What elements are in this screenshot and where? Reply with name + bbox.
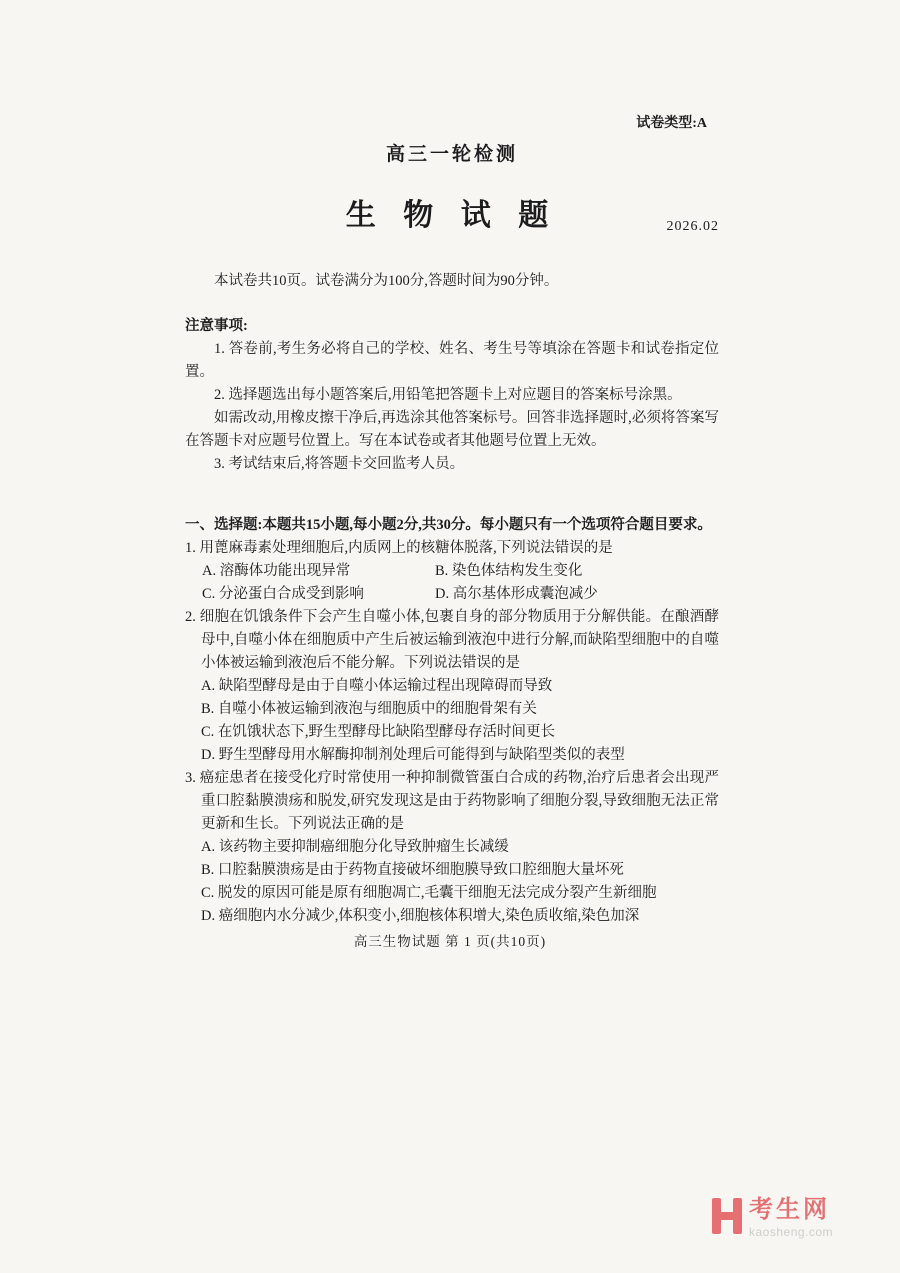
question-2-option-c: C. 在饥饿状态下,野生型酵母比缺陷型酵母存活时间更长 [201, 724, 556, 740]
notice-item-3: 3. 考试结束后,将答题卡交回监考人员。 [214, 456, 465, 472]
exam-round-title: 高三一轮检测 [385, 144, 518, 165]
title-row [185, 192, 719, 240]
intro-paragraph: 本试卷共10页。试卷满分为100分,答题时间为90分钟。 [214, 273, 559, 289]
question-3-stem: 3. 癌症患者在接受化疗时常使用一种抑制微管蛋白合成的药物,治疗后患者会出现严重口腔黏膜溃疡和脱发,研究发现这是由于药物影响了细胞分裂,导致细胞无法正常更新和生长。下列说法正确的是 [185, 770, 719, 832]
notice-item-1: 1. 答卷前,考生务必将自己的学校、姓名、考生号等填涂在答题卡和试卷指定位置。 [185, 341, 719, 380]
question-3-option-c: C. 脱发的原因可能是原有细胞凋亡,毛囊干细胞无法完成分裂产生新细胞 [201, 885, 657, 901]
notice-item-2: 2. 选择题选出每小题答案后,用铅笔把答题卡上对应题目的答案标号涂黑。 [214, 387, 682, 403]
question-2-option-d: D. 野生型酵母用水解酶抑制剂处理后可能得到与缺陷型类似的表型 [201, 747, 625, 763]
question-3-option-a: A. 该药物主要抑制癌细胞分化导致肿瘤生长减缓 [201, 839, 509, 855]
kaosheng-logo-icon [712, 1198, 742, 1234]
question-2 [185, 606, 719, 767]
question-1 [185, 537, 719, 606]
question-1-options [185, 560, 719, 606]
question-1-option-c: C. 分泌蛋白合成受到影响 [202, 586, 364, 602]
notice-item-2-continuation: 如需改动,用橡皮擦干净后,再选涂其他答案标号。回答非选择题时,必须将答案写在答题卡对应题号位置上。写在本试卷或者其他题号位置上无效。 [185, 410, 719, 449]
question-1-option-d: D. 高尔基体形成囊泡减少 [435, 586, 598, 602]
exam-date: 2026.02 [666, 219, 719, 234]
section-heading-choice: 一、选择题:本题共15小题,每小题2分,共30分。每小题只有一个选项符合题目要求。 [185, 517, 712, 533]
watermark-site-name: 考生网 [749, 1196, 830, 1223]
exam-paper-content [185, 112, 719, 928]
watermark-text-block [749, 1198, 833, 1238]
question-1-option-a: A. 溶酶体功能出现异常 [202, 563, 351, 579]
question-2-stem: 2. 细胞在饥饿条件下会产生自噬小体,包裹自身的部分物质用于分解供能。在酿酒酵母中,自噬小体在细胞质中产生后被运输到液泡中进行分解,而缺陷型细胞中的自噬小体被运输到液泡后不能分解。下列说法错误的是 [185, 609, 719, 671]
subject-title: 生 物 试 题 [345, 199, 559, 232]
kaosheng-watermark [712, 1198, 833, 1238]
question-3 [185, 767, 719, 928]
question-1-option-b: B. 染色体结构发生变化 [435, 563, 583, 579]
watermark-site-url: kaosheng.com [749, 1225, 834, 1239]
page-footer: 高三生物试题 第 1 页(共10页) [353, 934, 547, 949]
question-3-option-b: B. 口腔黏膜溃疡是由于药物直接破坏细胞膜导致口腔细胞大量坏死 [201, 862, 624, 878]
question-1-stem: 1. 用蓖麻毒素处理细胞后,内质网上的核糖体脱落,下列说法错误的是 [185, 540, 613, 556]
notice-heading: 注意事项: [185, 318, 248, 334]
paper-type-label: 试卷类型:A [636, 116, 707, 131]
question-2-option-b: B. 自噬小体被运输到液泡与细胞质中的细胞骨架有关 [201, 701, 537, 717]
question-2-option-a: A. 缺陷型酵母是由于自噬小体运输过程出现障碍而导致 [201, 678, 553, 694]
question-3-option-d: D. 癌细胞内水分减少,体积变小,细胞核体积增大,染色质收缩,染色加深 [201, 908, 640, 924]
